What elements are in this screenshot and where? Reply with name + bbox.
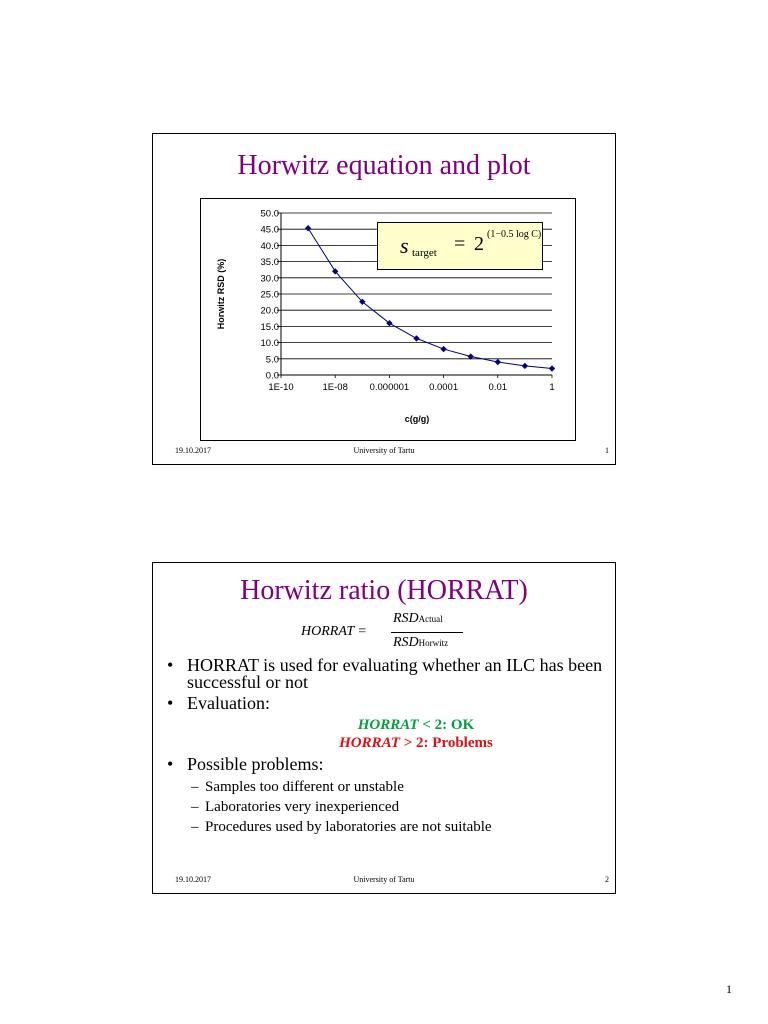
x-tick-label: 1E-10 bbox=[268, 382, 294, 393]
footer-date: 19.10.2017 bbox=[175, 446, 211, 455]
y-tick-label: 25.0 bbox=[260, 289, 279, 301]
footer-institution: University of Tartu bbox=[353, 875, 415, 884]
numerator-text: RSD bbox=[393, 611, 419, 626]
slide-footer bbox=[153, 446, 615, 458]
problem-item bbox=[167, 817, 605, 837]
formula-lhs: HORRAT = bbox=[301, 624, 367, 639]
slide-title: Horwitz equation and plot bbox=[237, 150, 531, 181]
fraction-bar bbox=[391, 632, 463, 633]
x-tick-label: 0.000001 bbox=[369, 382, 410, 393]
dash: – bbox=[191, 799, 199, 815]
bullet-item bbox=[167, 695, 605, 712]
bullet-text: Evaluation: bbox=[187, 693, 270, 713]
formula-eq: = bbox=[454, 233, 466, 255]
page-number: 1 bbox=[726, 982, 732, 996]
eval-term: HORRAT bbox=[339, 735, 400, 751]
formula-sub: target bbox=[412, 247, 437, 259]
data-point bbox=[495, 359, 501, 365]
x-axis-label: c(g/g) bbox=[404, 414, 430, 424]
bullet-item bbox=[167, 657, 605, 691]
formula-numerator bbox=[393, 611, 443, 627]
y-tick-label: 30.0 bbox=[260, 273, 279, 285]
slide-footer bbox=[153, 875, 615, 887]
formula-s: s bbox=[400, 233, 409, 258]
horwitz-chart bbox=[200, 198, 576, 441]
footer-slide-number: 2 bbox=[605, 875, 609, 884]
dash: – bbox=[191, 819, 199, 835]
y-axis-label: Horwitz RSD (%) bbox=[216, 258, 226, 330]
eval-term: HORRAT bbox=[357, 717, 419, 733]
bullet-dot: • bbox=[167, 754, 174, 774]
bullet-text: Possible problems: bbox=[187, 754, 324, 774]
data-point bbox=[549, 365, 555, 371]
data-point bbox=[305, 225, 311, 231]
eval-rest: > 2: Problems bbox=[400, 735, 493, 751]
horrat-formula bbox=[301, 611, 491, 661]
bullet-text: HORRAT is used for evaluating whether an ILC has been successful or not bbox=[187, 655, 603, 692]
y-tick-label: 50.0 bbox=[260, 208, 279, 220]
evaluation-ok bbox=[227, 716, 605, 734]
data-point bbox=[413, 335, 419, 341]
eval-rest: < 2: OK bbox=[418, 717, 475, 733]
formula-base: 2 bbox=[474, 233, 484, 255]
bullet-dot: • bbox=[167, 655, 174, 675]
x-tick-label: 1 bbox=[549, 382, 555, 393]
problem-text: Samples too different or unstable bbox=[205, 779, 404, 795]
y-tick-label: 10.0 bbox=[260, 338, 279, 350]
y-tick-label: 40.0 bbox=[260, 240, 279, 252]
evaluation-problems bbox=[227, 734, 605, 752]
data-point bbox=[522, 363, 528, 369]
slide-1 bbox=[152, 133, 616, 465]
y-tick-label: 15.0 bbox=[260, 321, 279, 333]
footer-date: 19.10.2017 bbox=[175, 875, 211, 884]
y-tick-label: 20.0 bbox=[260, 305, 279, 317]
problem-item bbox=[167, 777, 605, 797]
formula-exponent: (1−0.5 log C) bbox=[487, 229, 542, 240]
formula-denominator bbox=[393, 635, 448, 651]
slide-title: Horwitz ratio (HORRAT) bbox=[240, 575, 528, 606]
x-tick-label: 1E-08 bbox=[322, 382, 348, 393]
bullet-dot: • bbox=[167, 693, 174, 713]
horwitz-formula-box bbox=[377, 222, 543, 270]
x-tick-label: 0.0001 bbox=[429, 382, 459, 393]
problem-text: Laboratories very inexperienced bbox=[205, 799, 400, 815]
y-tick-label: 45.0 bbox=[260, 224, 279, 236]
slide-2 bbox=[152, 562, 616, 894]
bullet-list bbox=[167, 657, 605, 837]
problem-item bbox=[167, 797, 605, 817]
y-tick-label: 5.0 bbox=[265, 354, 279, 366]
numerator-sub: Actual bbox=[418, 614, 443, 624]
denominator-text: RSD bbox=[393, 635, 419, 650]
data-point bbox=[440, 346, 446, 352]
problem-text: Procedures used by laboratories are not suitable bbox=[205, 819, 492, 835]
denominator-sub: Horwitz bbox=[418, 638, 449, 648]
dash: – bbox=[191, 779, 199, 795]
y-tick-label: 35.0 bbox=[260, 257, 279, 269]
footer-slide-number: 1 bbox=[605, 446, 609, 455]
footer-institution: University of Tartu bbox=[353, 446, 415, 455]
y-tick-label: 0.0 bbox=[265, 370, 279, 382]
bullet-item bbox=[167, 756, 605, 773]
x-tick-label: 0.01 bbox=[488, 382, 508, 393]
